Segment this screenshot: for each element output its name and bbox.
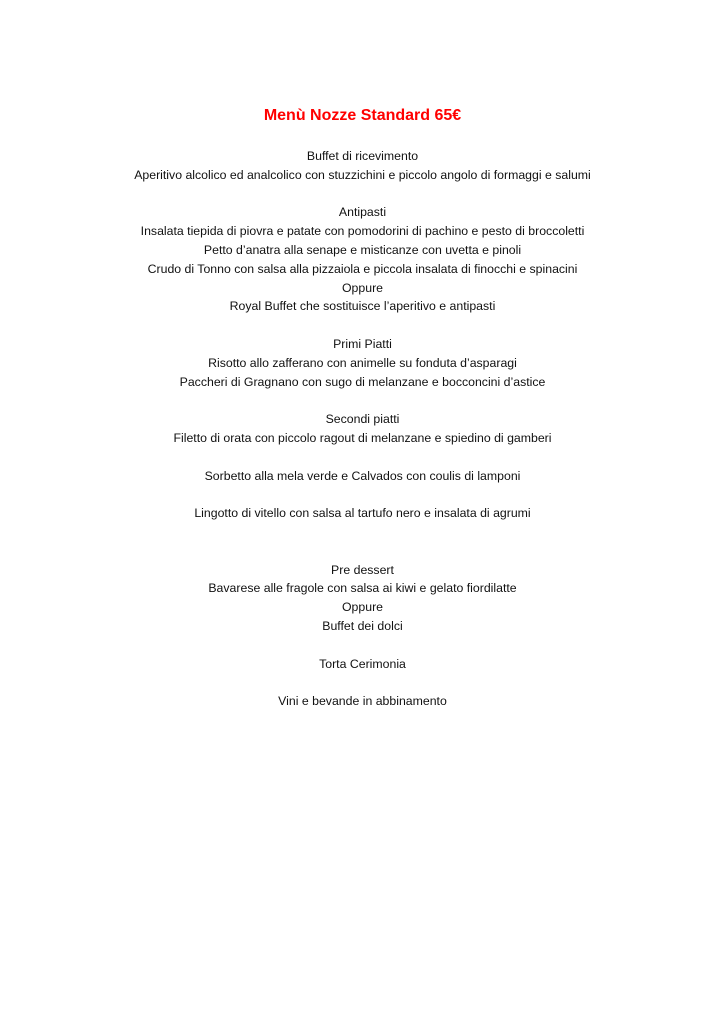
spacer — [0, 185, 725, 204]
menu-item: Petto d’anatra alla senape e misticanze con uvetta e pinoli — [203, 242, 522, 257]
menu-item: Filetto di orata con piccolo ragout di melanzane e spiedino di gamberi — [173, 430, 552, 445]
section-heading-ricevimento: Buffet di ricevimento — [306, 149, 419, 163]
page-title: Menù Nozze Standard 65€ — [263, 107, 462, 124]
menu-item: Risotto allo zafferano con animelle su fonduta d’asparagi — [208, 355, 517, 370]
menu-item-lingotto: Lingotto di vitello con salsa al tartufo nero e insalata di agrumi — [194, 506, 531, 521]
menu-item-oppure: Oppure — [341, 280, 384, 295]
menu-item: Aperitivo alcolico ed analcolico con stuzzichini e piccolo angolo di formaggi e salumi — [134, 167, 591, 182]
spacer — [0, 485, 725, 504]
section-heading-primi: Primi Piatti — [333, 336, 392, 351]
menu-item-oppure: Oppure — [341, 600, 384, 615]
spacer — [0, 523, 725, 561]
menu-item-vini: Vini e bevande in abbinamento — [278, 694, 447, 709]
section-heading-predessert: Pre dessert — [331, 562, 394, 577]
section-heading-secondi: Secondi piatti — [325, 412, 400, 427]
spacer — [0, 316, 725, 335]
spacer — [0, 391, 725, 410]
menu-item-torta: Torta Cerimonia — [319, 656, 406, 671]
menu-item: Buffet dei dolci — [322, 618, 403, 633]
menu-item: Royal Buffet che sostituisce l’aperitivo e antipasti — [229, 299, 496, 314]
menu-body — [0, 147, 725, 711]
menu-item-sorbetto: Sorbetto alla mela verde e Calvados con coulis di lamponi — [204, 468, 521, 483]
spacer — [0, 636, 725, 655]
menu-item: Crudo di Tonno con salsa alla pizzaiola e piccola insalata di finocchi e spinacini — [147, 261, 578, 276]
menu-item: Paccheri di Gragnano con sugo di melanzane e bocconcini d’astice — [179, 374, 546, 389]
spacer — [0, 448, 725, 467]
menu-item: Insalata tiepida di piovra e patate con pomodorini di pachino e pesto di broccoletti — [140, 224, 585, 239]
spacer — [0, 673, 725, 692]
menu-item: Bavarese alle fragole con salsa ai kiwi e gelato fiordilatte — [208, 581, 517, 596]
section-heading-antipasti: Antipasti — [338, 205, 387, 220]
